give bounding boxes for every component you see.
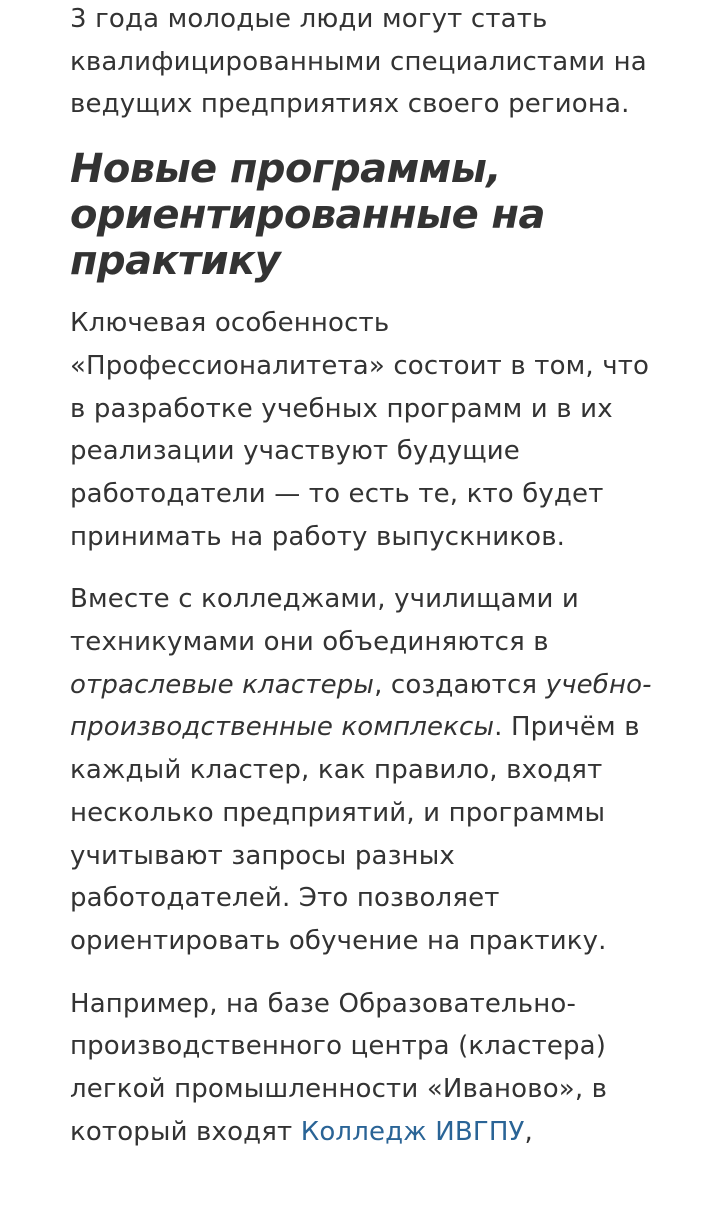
paragraph-text: Вместе с колледжами, училищами и техникумами они объединяются в [70,584,579,658]
paragraph-text: . Причём в каждый кластер, как правило, входят несколько предприятий, и программы учитывают запросы разных работодателей. Это позволяет ориентировать обучение на практику. [70,712,640,956]
paragraph-key-feature: Ключевая особенность «Профессионалитета» состоит в том, что в разработке учебных программ и в их реализации участвуют будущие работодатели — то есть те, кто будет принимать на работу выпускников. [70,308,650,552]
paragraph-example [70,983,670,1154]
emphasis-industry-clusters: отраслевые кластеры [70,669,375,700]
paragraph-text: , создаются [374,669,546,700]
link-college-ivgpu[interactable]: Колледж ИВГПУ [300,1116,525,1147]
intro-paragraph: 3 года молодые люди могут стать квалифицированными специалистами на ведущих предприятиях своего региона. [70,4,647,120]
section-heading: Новые программы, ориентированные на практику [70,146,545,285]
emphasis-training-complexes: учебно-производственные комплексы [70,669,652,743]
paragraph-clusters [70,578,670,962]
paragraph-text: , [524,1116,533,1147]
paragraph-text: Например, на базе Образовательно-производственного центра (кластера) легкой промышленности «Иваново», в который входят [70,988,608,1147]
article-body [70,0,670,1153]
